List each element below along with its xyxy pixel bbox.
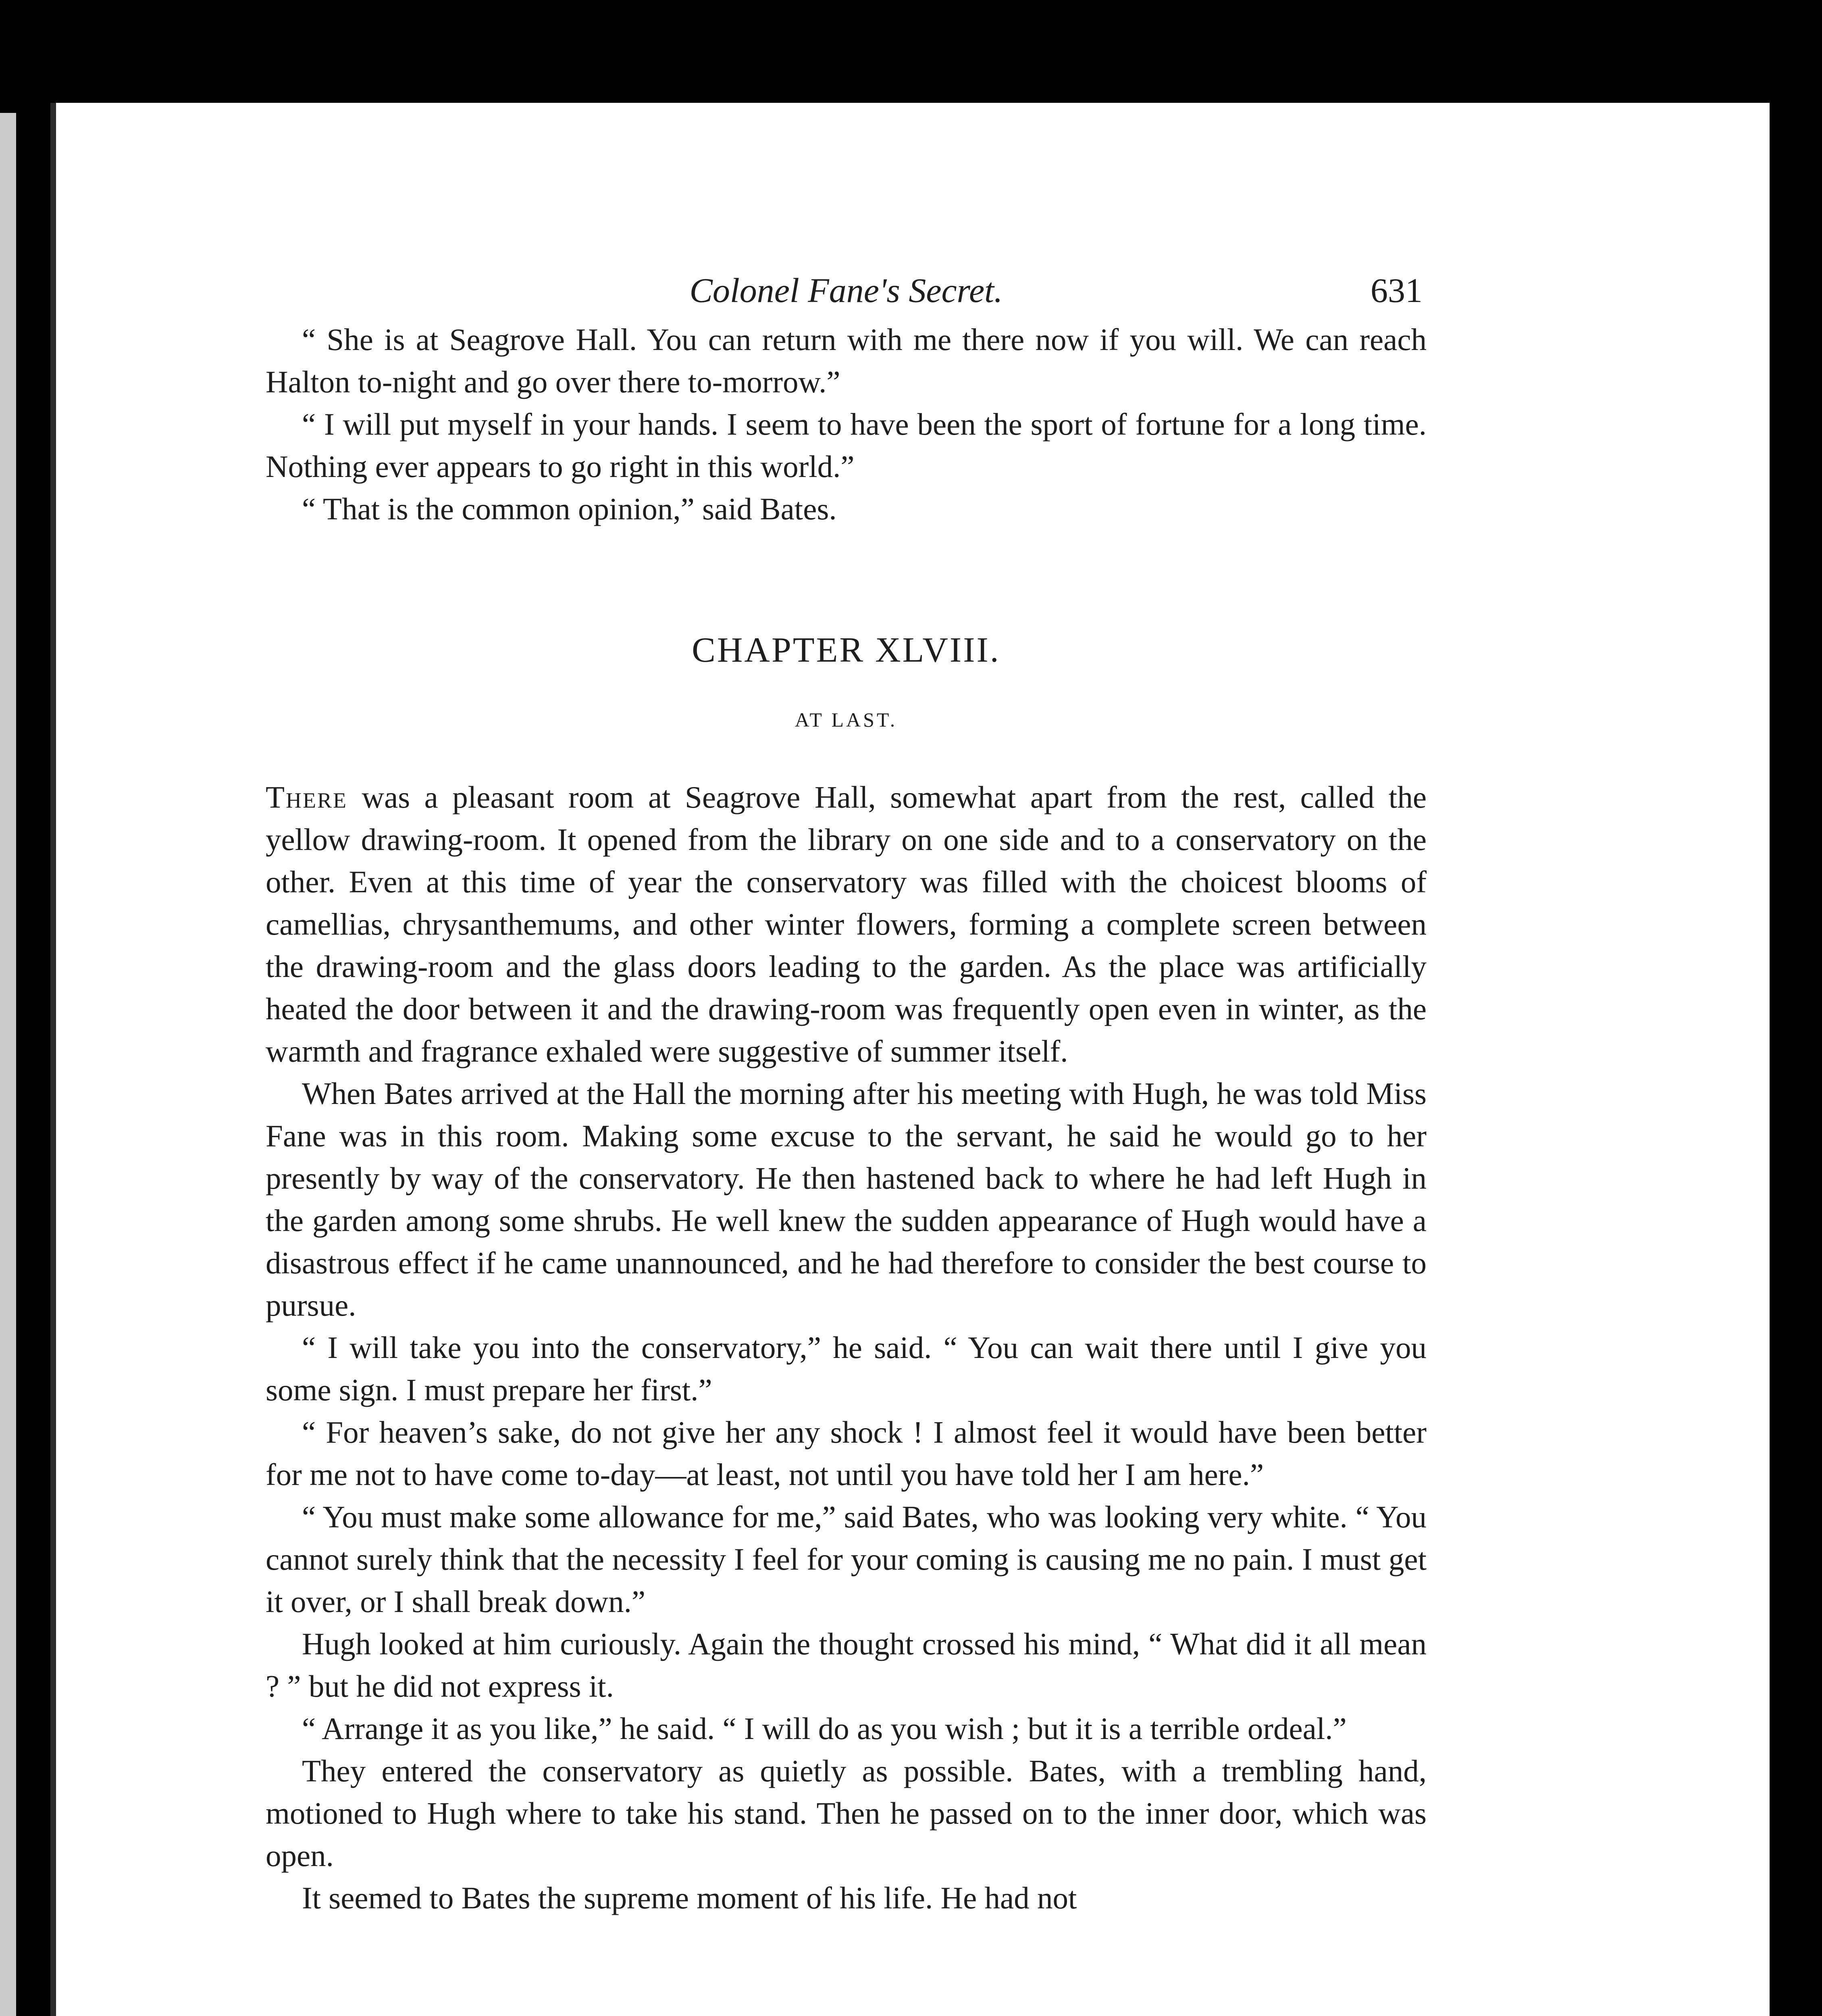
page-number: 631 (1371, 271, 1423, 310)
paragraph: It seemed to Bates the supreme moment of his life. He had not (302, 1881, 1077, 1915)
text-block (266, 262, 1427, 1919)
opening-word: There (266, 780, 348, 814)
chapter-title: CHAPTER XLVIII. (692, 631, 1000, 670)
paragraph: “ I will put myself in your hands. I seem to have been the sport of fortune for a long time. Nothing ever appears to go right in this world.” (266, 407, 1427, 484)
paragraph: “ For heaven’s sake, do not give her any shock ! I almost feel it would have been better for me not to have come to-day—at least, not until you have told her I am here.” (266, 1415, 1427, 1492)
chapter-subtitle: AT LAST. (795, 708, 898, 731)
paragraph: “ That is the common opinion,” said Bates. (302, 492, 837, 526)
running-head (266, 262, 1427, 319)
opening-paragraph (266, 776, 1427, 1073)
paragraph: Hugh looked at him curiously. Again the thought crossed his mind, “ What did it all mean ? ” but he did not express it. (266, 1627, 1427, 1704)
adjacent-page-edge (0, 113, 16, 2016)
paragraph: “ You must make some allowance for me,” said Bates, who was looking very white. “ You cannot surely think that the necessity I feel for your coming is causing me no pain. I must get it over, or I shall break down.” (266, 1500, 1427, 1619)
opening-paragraph-text: was a pleasant room at Seagrove Hall, somewhat apart from the rest, called the yellow drawing-room. It opened from the library on one side and to a conservatory on the other. Even at this time of year the conservatory was filled with the choicest blooms of camellias, chrysanthemums, and other winter flowers, forming a complete screen between the drawing-room and the glass doors leading to the garden. As the place was artificially heated the door between it and the drawing-room was frequently open even in winter, as the warmth and fragrance exhaled were suggestive of summer itself. (266, 780, 1427, 1068)
paragraph: When Bates arrived at the Hall the morning after his meeting with Hugh, he was told Miss Fane was in this room. Making some excuse to the servant, he said he would go to her presently by way of the conservatory. He then hastened back to where he had left Hugh in the garden among some shrubs. He well knew the sudden appearance of Hugh would have a disastrous effect if he came unannounced, and he had therefore to consider the best course to pursue. (266, 1076, 1427, 1322)
running-title: Colonel Fane's Secret. (689, 271, 1003, 310)
paragraph: “ I will take you into the conservatory,” he said. “ You can wait there until I give you some sign. I must prepare her first.” (266, 1330, 1427, 1407)
paragraph: “ Arrange it as you like,” he said. “ I will do as you wish ; but it is a terrible ordeal.” (302, 1711, 1347, 1746)
paragraph: “ She is at Seagrove Hall. You can return with me there now if you will. We can reach Halton to-night and go over there to-morrow.” (266, 322, 1427, 399)
book-page (50, 103, 1770, 2016)
paragraph: They entered the conservatory as quietly as possible. Bates, with a trembling hand, motioned to Hugh where to take his stand. Then he passed on to the inner door, which was open. (266, 1754, 1427, 1873)
